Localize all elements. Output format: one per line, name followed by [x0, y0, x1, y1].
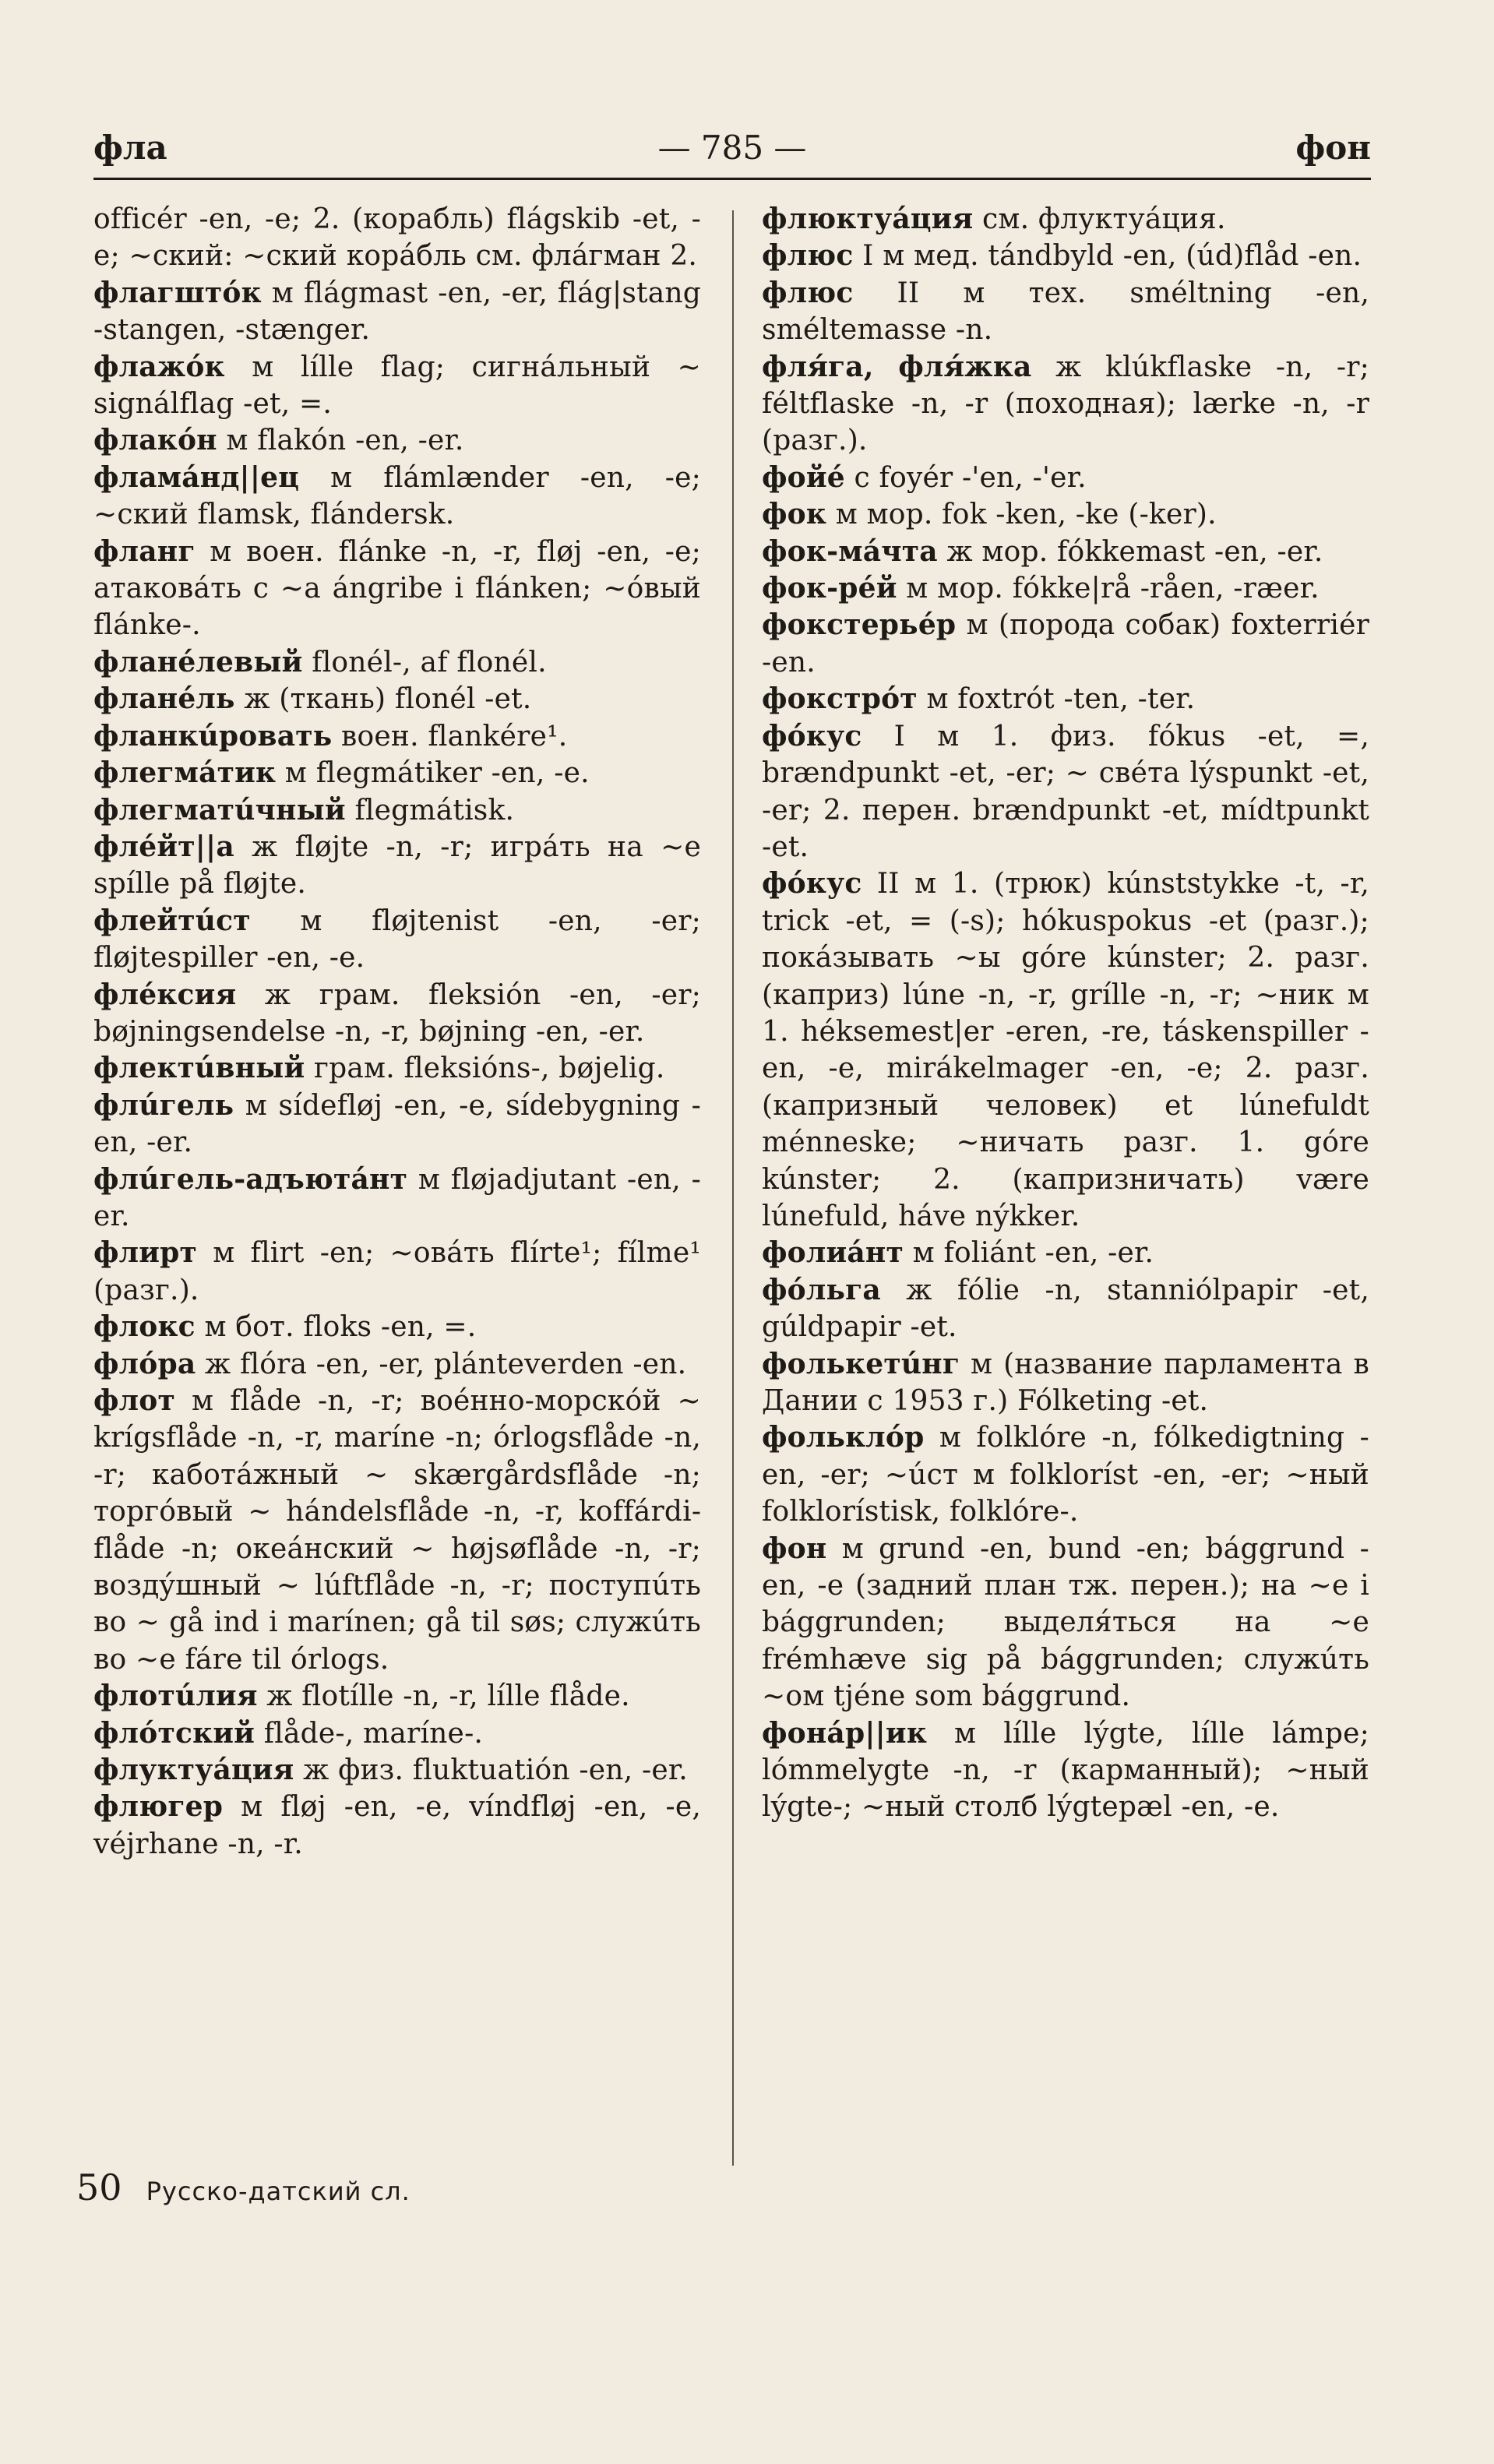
entry-text: м бот. floks -en, =.	[204, 1311, 477, 1344]
entry-text: I м мед. tándbyld -en, (úd)flåd -en.	[862, 240, 1362, 273]
dictionary-entry	[762, 1419, 1369, 1530]
entry-headword: фон	[762, 1532, 827, 1565]
entry-headword: фолиáнт	[762, 1236, 904, 1270]
dictionary-entry	[762, 681, 1369, 717]
entry-text: ж fólie -n, stanniólpapir -et, gúldpapir -et.	[762, 1274, 1369, 1344]
entry-text: м lílle flag; сигнáльный ~ signálflag -et, =.	[93, 351, 701, 421]
entry-text: II м 1. (трюк) kúnststykke -t, -r, trick -et, = (-s); hókuspokus -et (разг.); покáзывать ~ы góre kúnster; 2. разг. (каприз) lúne -n, -r, grílle -n, -r; ~ник м 1. héksemest|er -eren, -re, táskenspiller -en, -e, mirákelmager -en, -e; 2. разг. (капризный человек) et lúnefuldt ménneske; ~ничать разг. 1. góre kúnster; 2. (капризничать) være lúnefuld, háve nýkker.	[762, 868, 1369, 1232]
dictionary-entry	[762, 1235, 1369, 1271]
dictionary-entry	[762, 865, 1369, 1235]
dictionary-entry	[762, 275, 1369, 349]
dictionary-entry	[93, 644, 701, 681]
entry-text: м foxtrót -ten, -ter.	[926, 683, 1196, 716]
entry-text: ж грам. fleksión -en, -er; bøjningsendelse -n, -r, bøjning -en, -er.	[93, 978, 701, 1048]
entry-headword: фокстрóт	[762, 682, 918, 716]
right-column	[762, 201, 1369, 1826]
entry-headword: фойé	[762, 460, 845, 494]
entry-headword: флúгель	[93, 1088, 234, 1122]
entry-headword: фок-рéй	[762, 572, 897, 605]
dictionary-entry	[762, 1715, 1369, 1826]
entry-text: м (название парламента в Дании с 1953 г.) Fólketing -et.	[762, 1348, 1369, 1417]
signature-mark: 50	[76, 2166, 122, 2208]
dictionary-entry	[93, 829, 701, 903]
entry-text: ж физ. fluktuatión -en, -er.	[303, 1754, 688, 1787]
entry-headword: фланéль	[93, 682, 235, 716]
entry-text: м flegmátiker -en, -e.	[284, 757, 590, 790]
entry-headword: фонáр||ик	[762, 1716, 928, 1750]
entry-headword: фольклóр	[762, 1421, 925, 1454]
entry-headword: фок	[762, 498, 827, 531]
dictionary-entry	[762, 496, 1369, 533]
dictionary-entry	[93, 534, 701, 644]
entry-text: ж klúkflaske -n, -r; féltflaske -n, -r (походная); lærke -n, -r (разг.).	[762, 351, 1369, 457]
dictionary-entry	[93, 755, 701, 791]
entry-headword: флóра	[93, 1347, 196, 1380]
entry-headword: фокстерьéр	[762, 608, 957, 642]
entry-headword: флейтúст	[93, 904, 251, 937]
entry-headword: флегматúчный	[93, 793, 346, 827]
dictionary-entry	[762, 238, 1369, 274]
entry-text: м folklóre -n, fólkedigtning -en, -er; ~úст м folkloríst -en, -er; ~ный folklorístisk, folklóre-.	[762, 1422, 1369, 1528]
entry-text: officér -en, -e; 2. (корабль) flágskib -et, -e; ~ский: ~ский корáбль см. флáгман 2.	[93, 203, 701, 273]
entry-headword: фланкúровать	[93, 719, 333, 753]
entry-headword: флéксия	[93, 978, 237, 1011]
entry-text: с foyér -'en, -'er.	[854, 461, 1087, 494]
entry-headword: флажóк	[93, 350, 225, 383]
entry-text: flegmátisk.	[354, 794, 515, 827]
dictionary-entry	[762, 460, 1369, 496]
entry-text: II м тех. sméltning -en, sméltemasse -n.	[762, 277, 1369, 347]
entry-text: flåde-, maríne-.	[263, 1717, 484, 1750]
entry-headword: флюктуáция	[762, 203, 974, 235]
entry-headword: флюгер	[93, 1790, 224, 1824]
entry-text: ж flotílle -n, -r, lílle flåde.	[266, 1680, 630, 1713]
page-number: — 785 —	[657, 129, 807, 167]
dictionary-entry	[93, 1715, 701, 1752]
entry-text: м flåde -n, -r; воéнно-морскóй ~ krígsflåde -n, -r, maríne -n; órlogsflåde -n, -r; каботáжный ~ skærgårdsflåde -n; торгóвый ~ hándelsflåde -n, -r, koffárdiflåde -n; океáнский ~ højsøflåde -n, -r; воздýшный ~ lúftflåde -n, -r; поступúть во ~ gå ind i marínen; gå til søs; служúть во ~е fáre til órlogs.	[93, 1385, 701, 1676]
entry-text: flonél-, af flonél.	[312, 646, 547, 679]
entry-text: м (порода собак) foxterriér -en.	[762, 609, 1369, 679]
entry-headword: фок-мáчта	[762, 534, 938, 568]
entry-text: грам. fleksións-, bøjelig.	[314, 1052, 665, 1085]
footer-title: Русско-датский сл.	[146, 2177, 410, 2206]
entry-text: м lílle lýgte, lílle lámpe; lómmelygte -n, -r (карманный); ~ный lýgte-; ~ный столб lýgtepæl -en, -e.	[762, 1717, 1369, 1824]
entry-headword: флокс	[93, 1310, 196, 1344]
entry-headword: фланéлевый	[93, 645, 303, 679]
entry-headword: флúгель-адъютáнт	[93, 1162, 408, 1196]
dictionary-entry	[93, 1346, 701, 1383]
entry-headword: фóкус	[762, 719, 862, 753]
entry-headword: флуктуáция	[93, 1754, 294, 1787]
entry-headword: флектúвный	[93, 1052, 305, 1085]
dictionary-entry	[93, 1087, 701, 1161]
dictionary-entry	[762, 607, 1369, 681]
dictionary-entry	[93, 903, 701, 977]
dictionary-entry	[762, 201, 1369, 238]
entry-text: м fløj -en, -e, víndfløj -en, -e, véjrhane -n, -r.	[93, 1791, 701, 1860]
dictionary-entry	[93, 1789, 701, 1863]
dictionary-entry	[762, 718, 1369, 866]
entry-headword: флóтский	[93, 1716, 255, 1750]
entry-text: м воен. flánke -n, -r, fløj -en, -e; атаковáть с ~а ángribe i flánken; ~óвый flánke-.	[93, 535, 701, 642]
dictionary-entry	[93, 275, 701, 349]
dictionary-entry	[93, 460, 701, 534]
entry-text: воен. flankére¹.	[341, 720, 568, 753]
entry-text: м мор. fok -ken, -ke (-ker).	[835, 499, 1217, 531]
entry-text: ж мор. fókkemast -en, -er.	[946, 535, 1323, 568]
dictionary-entry	[762, 534, 1369, 570]
entry-text: м fløjadjutant -en, -er.	[93, 1163, 701, 1232]
column-divider	[732, 210, 734, 2166]
entry-text: м flirt -en; ~овáть flírte¹; fílme¹ (разг.).	[93, 1237, 701, 1306]
dictionary-entry	[93, 1235, 701, 1309]
entry-text: ж fløjte -n, -r; игрáть на ~е spílle på fløjte.	[93, 830, 701, 901]
dictionary-entry	[93, 422, 701, 459]
entry-headword: флегмáтик	[93, 756, 277, 790]
entry-headword: фланг	[93, 534, 196, 568]
dictionary-entry	[762, 349, 1369, 460]
page-header	[93, 126, 1371, 181]
dictionary-entry	[93, 349, 701, 423]
dictionary-entry	[93, 1161, 701, 1236]
entry-headword: фля́га, фля́жка	[762, 350, 1032, 383]
entry-headword: флюс	[762, 276, 854, 309]
entry-headword: флéйт||а	[93, 830, 234, 863]
entry-headword: флирт	[93, 1236, 198, 1270]
dictionary-entry	[762, 570, 1369, 607]
entry-text: м мор. fókke|rå -råen, -ræer.	[906, 573, 1320, 605]
entry-text: м sídefløj -en, -e, sídebygning -en, -er.	[93, 1089, 701, 1159]
dictionary-entry	[93, 1752, 701, 1789]
dictionary-entry	[762, 1531, 1369, 1715]
entry-headword: фолькетúнг	[762, 1347, 960, 1380]
entry-text: I м 1. физ. fókus -et, =, brændpunkt -et, -er; ~ свéта lýspunkt -et, -er; 2. перен. brændpunkt -et, mídtpunkt -et.	[762, 720, 1369, 863]
left-column	[93, 201, 701, 1863]
entry-text: м flágmast -en, -er, flág|stang -stangen, -stænger.	[93, 277, 701, 347]
entry-headword: флагштóк	[93, 276, 262, 309]
entry-headword: флот	[93, 1384, 175, 1417]
entry-headword: фóльга	[762, 1273, 881, 1306]
entry-headword: флакóн	[93, 424, 217, 457]
dictionary-entry	[93, 1309, 701, 1345]
dictionary-entry	[93, 1383, 701, 1678]
dictionary-entry	[93, 1050, 701, 1087]
header-rule	[93, 178, 1371, 180]
dictionary-entry	[762, 1272, 1369, 1346]
dictionary-entry	[93, 718, 701, 755]
page-footer	[76, 2166, 410, 2212]
entry-text: ж flóra -en, -er, plánteverden -en.	[205, 1348, 687, 1380]
entry-text: м flakón -en, -er.	[226, 425, 464, 457]
left-guide-word: фла	[93, 129, 167, 167]
entry-text: м flámlænder -en, -e; ~ский flamsk, flándersk.	[93, 461, 701, 531]
dictionary-entry	[93, 201, 701, 275]
dictionary-entry	[93, 681, 701, 717]
entry-headword: флотúлия	[93, 1680, 258, 1713]
entry-headword: фóкус	[762, 867, 862, 901]
entry-text: ж (ткань) flonél -et.	[244, 683, 532, 716]
entry-headword: флюс	[762, 239, 854, 273]
dictionary-entry	[93, 1678, 701, 1715]
dictionary-entry	[762, 1346, 1369, 1420]
entry-headword: фламáнд||ец	[93, 460, 300, 494]
dictionary-entry	[93, 792, 701, 829]
entry-text: см. флуктуáция.	[982, 203, 1226, 235]
right-guide-word: фон	[1295, 129, 1371, 167]
entry-text: м fløjtenist -en, -er; fløjtespiller -en, -e.	[93, 904, 701, 975]
entry-text: м foliánt -en, -er.	[912, 1237, 1154, 1270]
dictionary-entry	[93, 977, 701, 1051]
entry-text: м grund -en, bund -en; bággrund -en, -e (задний план тж. перен.); на ~е i bággrunden; выделя́ться на ~е frémhæve sig på bággrunden; служúть ~ом tjéne som bággrund.	[762, 1532, 1369, 1713]
